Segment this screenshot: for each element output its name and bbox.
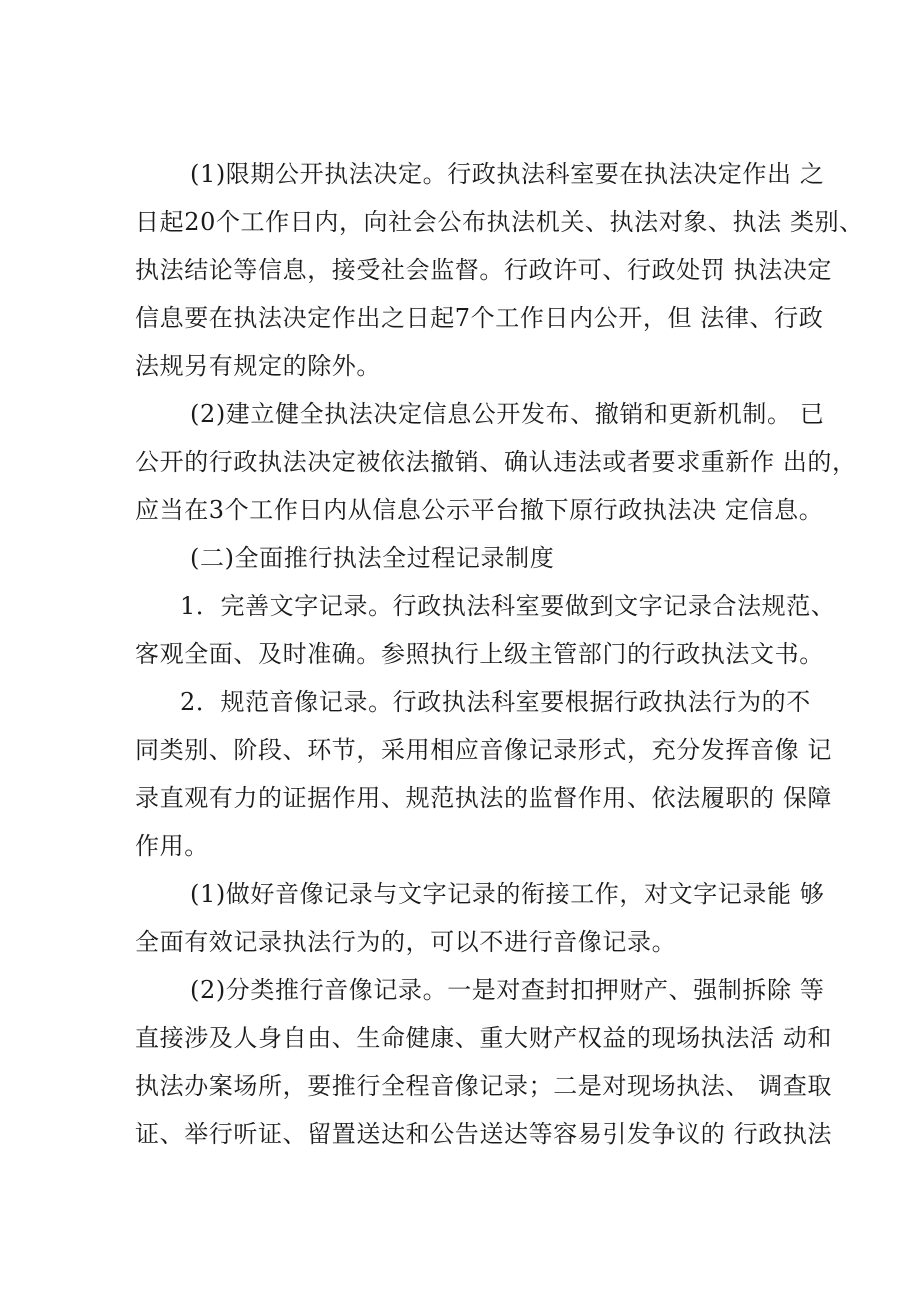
paragraph-line: 法规另有规定的除外。 — [135, 352, 381, 380]
paragraph-line: 应当在3个工作日内从信息公示平台撤下原行政执法决 定信息。 — [135, 496, 824, 524]
paragraph-line: 直接涉及人身自由、生命健康、重大财产权益的现场执法活 动和 — [135, 1024, 833, 1052]
paragraph-line: 录直观有力的证据作用、规范执法的监督作用、依法履职的 保障 — [135, 784, 833, 812]
paragraph-line: 作用。 — [135, 832, 209, 860]
paragraph-line: (2)建立健全执法决定信息公开发布、撤销和更新机制。 已 — [190, 400, 825, 428]
paragraph-line: 信息要在执法决定作出之日起7个工作日内公开，但 法律、行政 — [135, 304, 824, 332]
paragraph-line: (1)做好音像记录与文字记录的衔接工作，对文字记录能 够 — [190, 880, 825, 908]
paragraph-line: (1)限期公开执法决定。行政执法科室要在执法决定作出 之 — [190, 160, 825, 188]
paragraph-line: 公开的行政执法决定被依法撤销、确认违法或者要求重新作 出的， — [135, 448, 857, 476]
paragraph-line: 同类别、阶段、环节，采用相应音像记录形式，充分发挥音像 记 — [135, 736, 833, 764]
paragraph-line: 2．规范音像记录。行政执法科室要根据行政执法行为的不 — [180, 688, 811, 716]
paragraph-line: 证、举行听证、留置送达和公告送达等容易引发争议的 行政执法 — [135, 1120, 833, 1148]
paragraph-line: 全面有效记录执法行为的，可以不进行音像记录。 — [135, 928, 677, 956]
paragraph-line: 日起20个工作日内，向社会公布执法机关、执法对象、执法 类别、 — [135, 208, 864, 236]
paragraph-line: 执法办案场所，要推行全程音像记录；二是对现场执法、 调查取 — [135, 1072, 833, 1100]
paragraph-line: (2)分类推行音像记录。一是对查封扣押财产、强制拆除 等 — [190, 976, 825, 1004]
paragraph-line: 1．完善文字记录。行政执法科室要做到文字记录合法规范、 — [180, 592, 836, 620]
paragraph-line: 客观全面、及时准确。参照执行上级主管部门的行政执法文书。 — [135, 640, 824, 668]
paragraph-line: 执法结论等信息，接受社会监督。行政许可、行政处罚 执法决定 — [135, 256, 833, 284]
section-heading: (二)全面推行执法全过程记录制度 — [190, 544, 555, 572]
